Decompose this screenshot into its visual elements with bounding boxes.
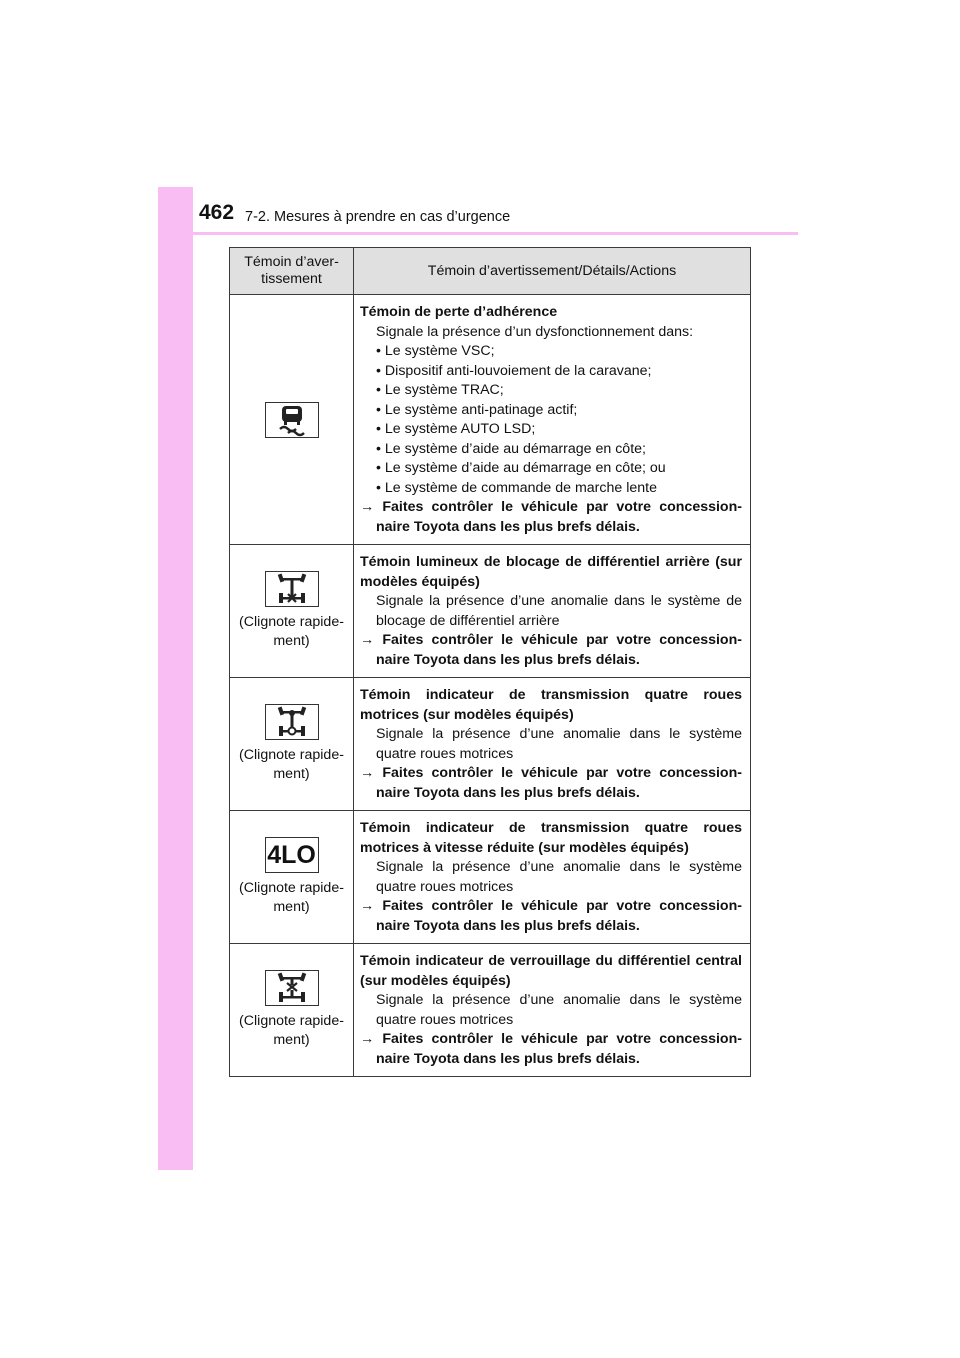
list-item: • Le système AUTO LSD; — [376, 421, 536, 437]
list-item: • Le système TRAC; — [376, 382, 504, 398]
warning-title: Témoin lumineux de blocage de différentiel arrière (sur modèles équipés) — [360, 554, 742, 590]
page-number: 462 — [199, 201, 235, 224]
warning-detail: Signale la présence d’une anomalie dans le système quatre roues motrices — [376, 992, 742, 1028]
table-row — [230, 545, 751, 678]
details-cell — [354, 545, 751, 678]
column-header-warning-light: Témoin d’aver- tissement — [230, 248, 354, 295]
warning-lights-table — [229, 247, 751, 1077]
section-title: 7-2. Mesures à prendre en cas d’urgence — [245, 209, 511, 225]
list-item: • Le système d’aide au démarrage en côte; — [376, 440, 646, 457]
center-diff-lock-icon — [265, 970, 319, 1006]
icon-cell — [230, 545, 354, 678]
section-tab-bar — [158, 187, 193, 1170]
blink-note: (Clignote rapide-ment) — [239, 614, 344, 649]
blink-note: (Clignote rapide-ment) — [239, 747, 344, 782]
list-item: • Dispositif anti-louvoiement de la caravane; — [376, 362, 652, 379]
list-item: • Le système VSC; — [376, 343, 495, 359]
arrow-icon: → — [360, 765, 375, 781]
warning-action: → Faites contrôler le véhicule par votre concession-naire Toyota dans les plus brefs délais. — [360, 499, 742, 535]
details-cell — [354, 295, 751, 545]
table-header-row — [230, 248, 751, 295]
list-item: • Le système d’aide au démarrage en côte; ou — [376, 460, 666, 476]
details-cell — [354, 944, 751, 1077]
blink-note: (Clignote rapide-ment) — [239, 1013, 344, 1048]
rear-diff-lock-icon — [265, 571, 319, 607]
warning-title: Témoin indicateur de verrouillage du différentiel central (sur modèles équipés) — [360, 953, 742, 989]
warning-action: → Faites contrôler le véhicule par votre concession-naire Toyota dans les plus brefs délais. — [360, 898, 742, 934]
warning-action: → Faites contrôler le véhicule par votre concession-naire Toyota dans les plus brefs délais. — [360, 1031, 742, 1067]
slip-indicator-icon — [265, 402, 319, 438]
blink-note: (Clignote rapide-ment) — [239, 880, 344, 915]
table-row — [230, 811, 751, 944]
warning-detail: Signale la présence d’un dysfonctionnement dans: — [376, 323, 694, 340]
warning-title: Témoin indicateur de transmission quatre roues motrices (sur modèles équipés) — [360, 687, 742, 723]
arrow-icon: → — [360, 898, 375, 914]
warning-detail: Signale la présence d’une anomalie dans le système quatre roues motrices — [376, 726, 742, 762]
4lo-indicator-icon: 4LO — [265, 837, 319, 873]
warning-detail: Signale la présence d’une anomalie dans le système quatre roues motrices — [376, 859, 742, 895]
details-cell — [354, 811, 751, 944]
warning-detail: Signale la présence d’une anomalie dans le système de blocage de différentiel arrière — [376, 593, 742, 629]
table-row — [230, 944, 751, 1077]
warning-title: Témoin indicateur de transmission quatre roues motrices à vitesse réduite (sur modèles équipés) — [360, 820, 742, 856]
warning-action: → Faites contrôler le véhicule par votre concession-naire Toyota dans les plus brefs délais. — [360, 632, 742, 668]
table-row — [230, 295, 751, 545]
icon-cell — [230, 811, 354, 944]
header-rule — [193, 232, 798, 235]
table-row — [230, 678, 751, 811]
icon-cell — [230, 678, 354, 811]
list-item: • Le système anti-patinage actif; — [376, 401, 578, 418]
list-item: • Le système de commande de marche lente — [376, 479, 657, 496]
warning-action: → Faites contrôler le véhicule par votre concession-naire Toyota dans les plus brefs délais. — [360, 765, 742, 801]
warning-title: Témoin de perte d’adhérence — [360, 304, 558, 320]
arrow-icon: → — [360, 1031, 375, 1047]
4wd-indicator-icon — [265, 704, 319, 740]
arrow-icon: → — [360, 632, 375, 648]
icon-cell — [230, 944, 354, 1077]
details-cell — [354, 678, 751, 811]
arrow-icon: → — [360, 499, 375, 515]
icon-cell — [230, 295, 354, 545]
column-header-details: Témoin d’avertissement/Détails/Actions — [354, 248, 751, 295]
